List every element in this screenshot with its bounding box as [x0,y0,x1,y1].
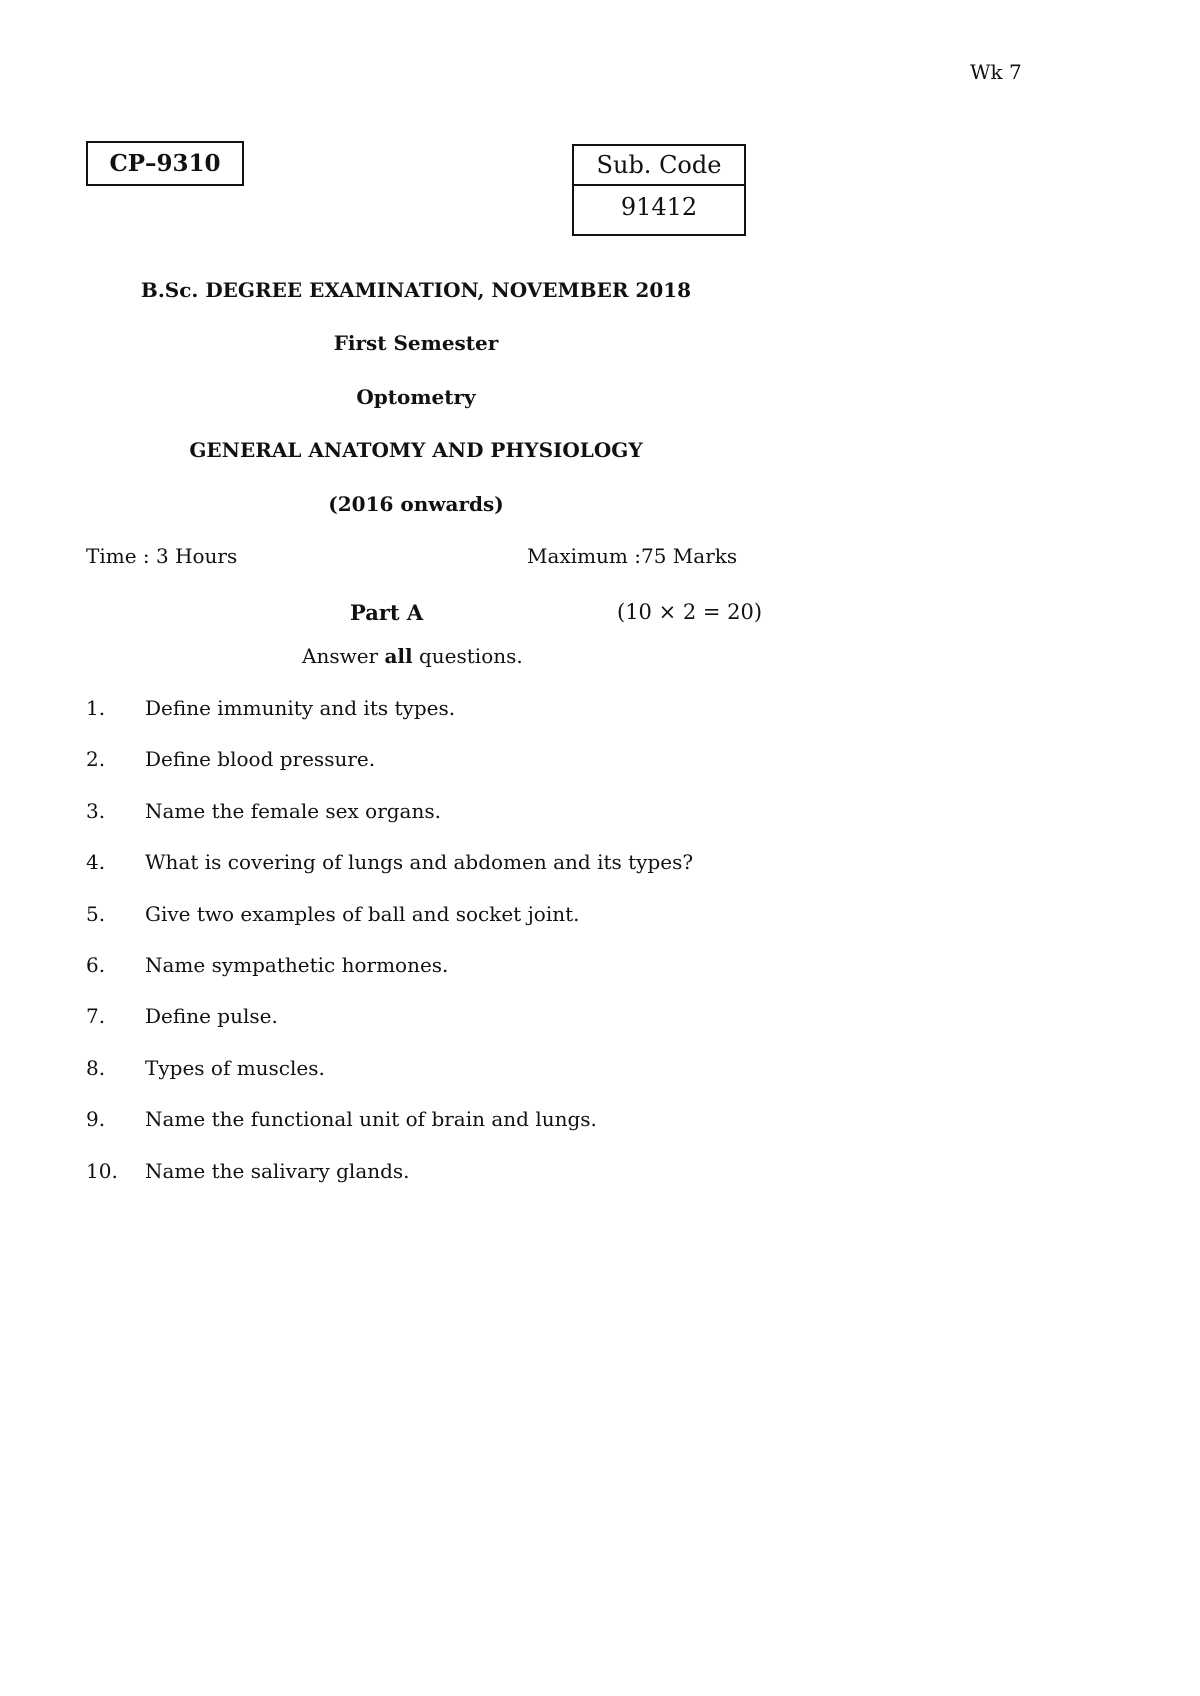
semester: First Semester [333,331,499,355]
part-title: Part A [350,600,424,625]
question-number: 7. [86,1004,106,1028]
instruction-prefix: Answer [302,644,385,668]
paper-code-box [86,141,244,186]
years-applicable: (2016 onwards) [328,492,504,516]
question-number: 9. [86,1107,106,1131]
exam-title: B.Sc. DEGREE EXAMINATION, NOVEMBER 2018 [140,278,692,302]
instruction-suffix: questions. [412,644,523,668]
question-number: 5. [86,902,106,926]
paper-code: CP–9310 [109,150,221,177]
question-number: 1. [86,696,106,720]
paper-title: GENERAL ANATOMY AND PHYSIOLOGY [189,438,643,462]
question-text: Types of muscles. [145,1056,325,1080]
question-text: Name sympathetic hormones. [145,953,449,977]
subject-code-value: 91412 [620,193,698,221]
question-text: Define pulse. [145,1004,278,1028]
question-text: Give two examples of ball and socket joint. [145,902,580,926]
question-text: What is covering of lungs and abdomen and its types? [145,850,694,874]
part-marks: (10 × 2 = 20) [617,600,763,624]
question-text: Define blood pressure. [145,747,376,771]
subject-code-box [572,144,746,236]
question-number: 8. [86,1056,106,1080]
subject-code-label: Sub. Code [574,146,744,186]
time-allowed: Time : 3 Hours [86,544,238,568]
page-marker: Wk 7 [970,60,1022,84]
question-number: 2. [86,747,106,771]
question-number: 10. [86,1159,118,1183]
instruction [302,644,523,668]
question-number: 6. [86,953,106,977]
question-text: Name the salivary glands. [145,1159,410,1183]
subject: Optometry [356,385,476,409]
question-text: Name the female sex organs. [145,799,441,823]
maximum-marks: Maximum :75 Marks [527,544,738,568]
question-number: 4. [86,850,106,874]
question-text: Define immunity and its types. [145,696,456,720]
question-number: 3. [86,799,106,823]
question-text: Name the functional unit of brain and lungs. [145,1107,597,1131]
instruction-emphasis: all [384,644,413,668]
